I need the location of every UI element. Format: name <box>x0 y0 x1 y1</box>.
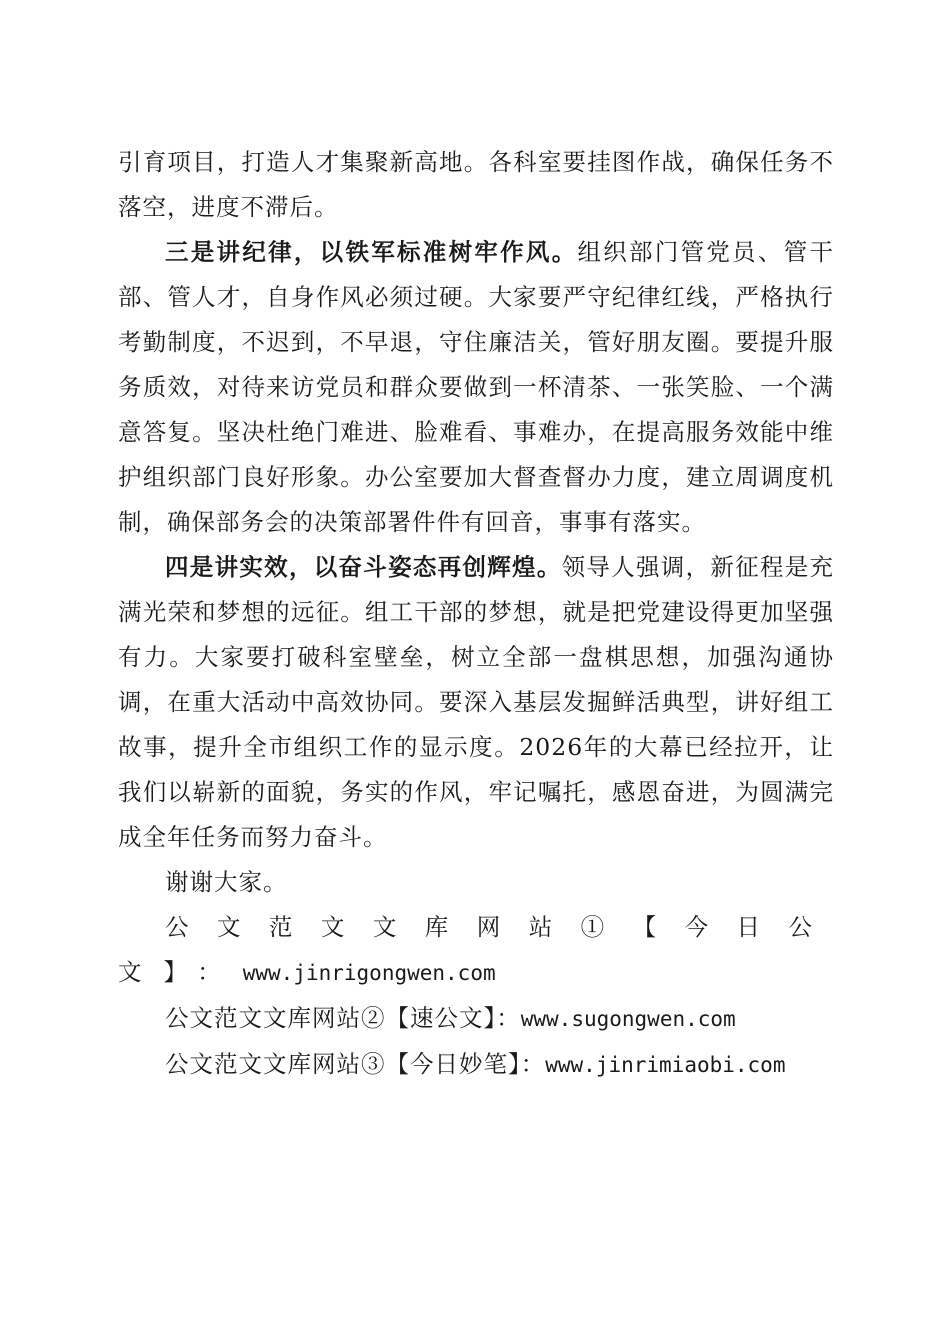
closing-remark <box>118 860 834 905</box>
paragraph-heading: 四是讲实效，以奋斗姿态再创辉煌。 <box>165 553 562 581</box>
website-url[interactable]: www.jinrimiaobi.com <box>545 1053 786 1077</box>
website-url[interactable]: www.sugongwen.com <box>520 1007 736 1031</box>
website-link-1 <box>118 905 834 996</box>
paragraph-text: 领导人强调，新征程是充满光荣和梦想的远征。组工干部的梦想，就是把党建设得更加坚强有力。大家要打破科室壁垒，树立全部一盘棋思想，加强沟通协调，在重大活动中高效协同。要深入基层发掘鲜活典型，讲好组工故事，提升全市组织工作的显示度。2026年的大幕已经拉开，让我们以崭新的面貌，务实的作风，牢记嘱托，感恩奋进，为圆满完成全年任务而努力奋斗。 <box>118 553 835 851</box>
website-link-3 <box>118 1042 834 1088</box>
paragraph-heading: 三是讲纪律，以铁军标准树牢作风。 <box>165 238 578 266</box>
website-label: 公文范文文库网站③【今日妙笔】： <box>165 1050 546 1078</box>
paragraph-text: 引育项目，打造人才集聚新高地。各科室要挂图作战，确保任务不落空，进度不滞后。 <box>118 148 834 221</box>
website-url[interactable]: www.jinrigongwen.com <box>242 961 496 985</box>
document-page <box>118 140 834 1088</box>
website-label: 公文范文文库网站②【速公文】： <box>165 1004 521 1032</box>
paragraph-results <box>118 545 834 860</box>
paragraph-continuation <box>118 140 834 230</box>
website-label: 公文范文文库网站①【今日公文】： <box>118 913 834 986</box>
closing-text: 谢谢大家。 <box>165 868 288 896</box>
paragraph-text: 组织部门管党员、管干部、管人才，自身作风必须过硬。大家要严守纪律红线，严格执行考勤制度，不迟到，不早退，守住廉洁关，管好朋友圈。要提升服务质效，对待来访党员和群众要做到一杯清茶、一张笑脸、一个满意答复。坚决杜绝门难进、脸难看、事难办，在提高服务效能中维护组织部门良好形象。办公室要加大督查督办力度，建立周调度机制，确保部务会的决策部署件件有回音，事事有落实。 <box>118 238 835 536</box>
website-link-2 <box>118 996 834 1042</box>
paragraph-discipline <box>118 230 834 545</box>
